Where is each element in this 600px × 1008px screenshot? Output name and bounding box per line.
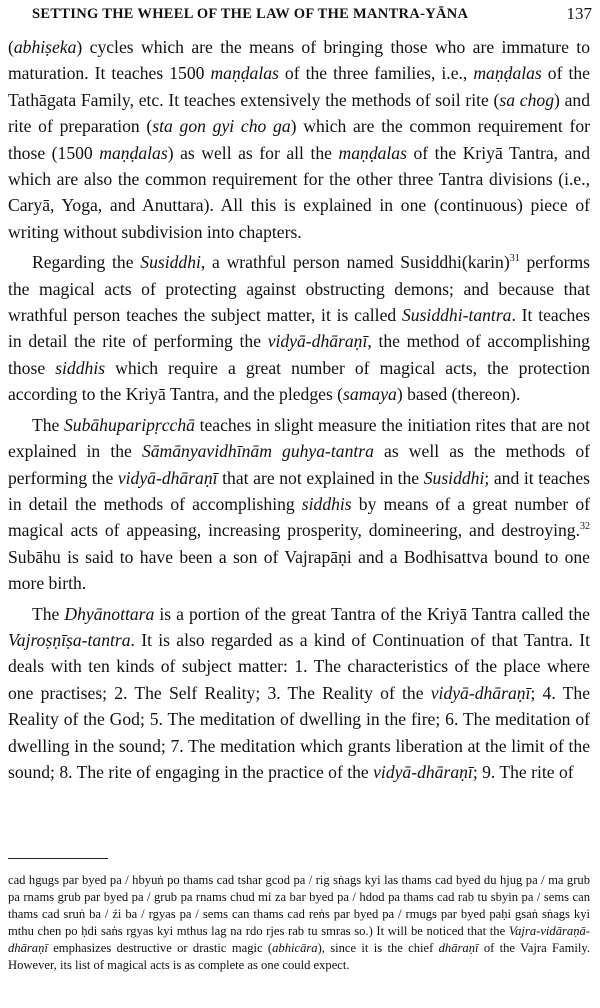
footnote-text [8,872,590,974]
italic-term: Susiddhi [140,252,201,273]
italic-term: Subāhuparipṛcchā [63,414,195,435]
text-run: cad hgugs par byed pa / hbyuṅ po thams cad tshar gcod pa / rig sṅags kyi las thams cad byed du hjug pa / ma grub pa rnams grub par byed pa / grub pa rnams chud mi za bar byed pa / hdod pa thams cad rab tu sbyin pa / sems can thams cad sruṅ ba / źi ba / rgyas pa / sems can thams cad reṅs par byed pa / rmugs par byed paḥi gsaṅ sṅags kyi mthu chen po ḥdi saṅs rgyas kyi mthus lag na rdo rjes rab tu smras so.) It will be noticed that the [8,873,590,938]
italic-term: Susiddhi-tantra [401,305,512,326]
text-run: ) which are the common requirement for those (1500 [8,116,590,163]
footnote-marker: 32 [580,521,590,533]
text-run: of the Kriyā Tantra, and which are also the common requirement for the other three Tantra divisions (i.e., Caryā, Yoga, and Anuttara). All this is explained in one (continuous) piece of writing without subdivision into chapters. [8,142,590,242]
paragraph-1 [8,34,590,245]
text-run: ; 4. The Reality of the God; 5. The meditation of dwelling in the fire; 6. The meditation of dwelling in the sound; 7. The meditation which grants liberation at the limit of the sound; 8. The rite of engaging in the practice of the [8,682,590,782]
italic-term: Vajra-vidāraṇā-dhāraṇī [8,924,590,955]
text-run: Subāhu is said to have been a son of Vajrapāṇi and a Bodhisattva bound to one more birth. [8,546,590,594]
footnote-rule [8,858,108,859]
text-run: ; and it teaches in detail the methods of accomplishing [8,467,591,514]
italic-term: dhāraṇī [438,941,479,955]
text-run: ) as well as for all the [167,142,339,163]
text-run: of the Tathāgata Family, etc. It teaches extensively the methods of soil rite ( [8,63,590,110]
paragraph-4 [8,601,590,786]
main-text [8,34,590,785]
text-run: teaches in slight measure the initiation rites that are not explained in the [8,414,590,462]
italic-term: maṇḍalas [210,63,279,84]
text-run: ), since it is the chief [317,941,439,955]
italic-term: Dhyānottara [64,603,155,624]
italic-term: vidyā-dhāraṇī [117,467,218,488]
italic-term: siddhis [55,357,106,378]
text-run: , a wrathful person named Susiddhi(karin) [200,252,510,273]
text-run: which require a great number of magical acts, the protection according to the Kriyā Tantra, and the pledges ( [8,357,590,405]
italic-term: vidyā-dhāraṇī [430,682,531,703]
italic-term: sa chog [499,89,554,110]
paragraph-2 [8,249,590,407]
text-run: The [32,414,64,435]
italic-term: maṇḍalas [338,142,407,163]
text-run: performs the magical acts of protecting against obstructing demons; and because that wrathful person teaches the subject matter, it is called [8,252,590,326]
running-head: SETTING THE WHEEL OF THE LAW OF THE MANTRA-YĀNA [32,6,469,22]
italic-term: Susiddhi [423,467,485,488]
text-run: by means of a great number of magical acts of appeasing, increasing prosperity, domineering, and destroying. [8,493,590,541]
text-run: of the three families, i.e., [278,63,474,84]
italic-term: vidyā-dhāraṇī [267,331,368,352]
italic-term: vidyā-dhāraṇī [373,761,473,782]
text-run: Regarding the [32,252,141,273]
text-run: ) cycles which are the means of bringing those who are immature to maturation. It teaches 1500 [8,37,590,84]
text-run: The [32,603,65,624]
italic-term: Sāmānyavidhīnām guhya-tantra [141,441,374,462]
italic-term: sta gon gyi cho ga [152,116,291,137]
text-run: ) based (thereon). [396,384,521,405]
italic-term: siddhis [301,493,352,514]
paragraph-3 [8,412,590,597]
italic-term: maṇḍalas [99,142,168,163]
text-run: . It teaches in detail the rite of performing the [8,305,590,352]
text-run: as well as the methods of performing the [8,441,590,488]
italic-term: maṇḍalas [473,63,542,84]
text-run: , the method of accomplishing those [8,331,590,378]
text-run: of the Vajra Family. However, its list of magical acts is as complete as one could expect. [8,941,590,972]
text-run: ) and rite of preparation ( [8,89,591,137]
italic-term: abhicāra [272,941,318,955]
text-run: that are not explained in the [217,467,424,488]
text-run: . It is also regarded as a kind of Continuation of that Tantra. It deals with ten kinds of subject matter: 1. The characteristics of the place where one practises; 2. The Self Reality; 3. The Reality of the [8,629,590,703]
page-number: 137 [566,4,592,23]
text-run: ; 9. The rite of [472,761,574,782]
italic-term: samaya [343,384,397,405]
italic-term: Vajroṣṇīṣa-tantra [8,629,131,650]
text-run: is a portion of the great Tantra of the Kriyā Tantra called the [154,603,590,624]
footnote-marker: 31 [509,253,520,265]
page-header [0,4,600,30]
italic-term: abhiṣeka [13,37,77,57]
text-run: emphasizes destructive or drastic magic ( [47,941,273,955]
text-run: ( [8,37,14,57]
